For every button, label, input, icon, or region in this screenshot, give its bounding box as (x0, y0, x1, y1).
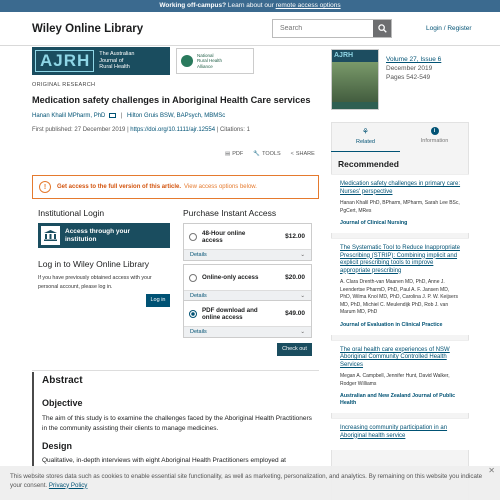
journal-name-line: Rural Health (99, 64, 130, 71)
sidebar-tabs (331, 122, 469, 152)
list-item (331, 238, 469, 335)
institution-icon (41, 226, 60, 245)
recommended-title-link[interactable]: Medication safety challenges in primary care: Nurses' perspective (340, 181, 461, 195)
volume-issue-link[interactable]: Volume 27, Issue 6 (386, 56, 442, 63)
recommended-heading: Recommended (338, 159, 399, 169)
partner-name-line: Rural Health (197, 58, 223, 64)
pdf-button[interactable]: ▤ PDF (225, 151, 244, 157)
list-item (331, 418, 469, 450)
author-link[interactable]: Hanan Khalil MPharm, PhD (32, 113, 106, 120)
option-price: $49.00 (285, 310, 305, 317)
wrench-icon: 🔧 (253, 151, 261, 157)
tools-button[interactable]: 🔧 TOOLS (253, 151, 281, 157)
option-details-toggle[interactable]: Details ⌄ (184, 249, 311, 260)
login-register-link[interactable]: Login / Register (426, 25, 472, 32)
site-header (0, 12, 500, 46)
institution-button-label: Access through your institution (65, 227, 131, 243)
banner-text: Learn about our (226, 2, 276, 9)
cover-photo (332, 62, 378, 102)
info-icon: ! (39, 181, 51, 193)
publication-meta: First published: 27 December 2019 | https://doi.org/10.1111/ajr.12554 | Citations: 1 (32, 127, 250, 133)
option-details-toggle[interactable]: Details ⌄ (184, 290, 311, 301)
search-button[interactable] (373, 20, 391, 37)
recommended-journal[interactable]: Australian and New Zealand Journal of Public Health (340, 393, 456, 406)
search-icon (378, 24, 387, 33)
author-link[interactable]: Hilton Gruis BSW, BAPsych, MBMSc (126, 113, 226, 120)
share-icon: < (290, 151, 294, 157)
site-logo[interactable]: Wiley Online Library (32, 23, 144, 35)
search-box (272, 19, 392, 38)
pdf-icon: ▤ (225, 151, 231, 157)
citations-count: Citations: 1 (219, 127, 250, 133)
view-access-options-link[interactable]: View access options below. (184, 184, 257, 190)
log-in-button[interactable]: Log in (146, 294, 170, 307)
search-input[interactable] (273, 20, 373, 37)
article-tools (225, 151, 315, 157)
close-icon[interactable]: ✕ (488, 466, 495, 475)
journal-banner[interactable] (32, 47, 170, 75)
cookie-banner (0, 466, 500, 500)
cover-title: AJRH (332, 50, 378, 62)
option-price: $20.00 (285, 274, 305, 281)
doi-link[interactable]: https://doi.org/10.1111/ajr.12554 (130, 127, 216, 133)
purchase-heading: Purchase Instant Access (183, 208, 277, 218)
partner-name-line: National (197, 52, 214, 58)
journal-name (94, 51, 134, 71)
design-text: Qualitative, in-depth interviews with eight Aboriginal Health Practitioners employed at (42, 457, 286, 464)
abstract-heading: Abstract (42, 375, 83, 386)
checkout-button[interactable]: Check out (277, 343, 312, 356)
tab-information[interactable]: i Information (420, 128, 449, 144)
related-icon: ⚘ (361, 127, 370, 136)
recommended-title-link[interactable]: The Systematic Tool to Reduce Inappropriate Prescribing (STRIP): Combining implicit and explicit prescribing tools to improve appropriate prescribing (340, 245, 460, 274)
info-icon: i (431, 127, 439, 135)
recommended-authors: Megan A. Campbell, Jennifer Hunt, David Walker, Rodger Williams (340, 373, 450, 387)
recommended-authors: A. Clara Drenth-van Maanen MD, PhD, Anne J. Leendertse PharmD, PhD, Paul A. F. Jansen MD, PhD, Wilma Knol MD, PhD, Carolina J. P. W. Keijsers MD, PhD, Michiel C. Meulendijk PhD, Rob J. van Marum MD, PhD (340, 279, 458, 315)
tab-related[interactable]: ⚘ Related (331, 122, 400, 152)
email-icon[interactable] (109, 113, 116, 118)
recommended-list (331, 171, 469, 455)
design-heading: Design (42, 441, 73, 451)
off-campus-label: Working off-campus? (159, 2, 227, 9)
objective-text: The aim of this study is to examine the challenges faced by the Aboriginal Health Practitioners in the community assisting their clients to manage medicines. (42, 415, 312, 432)
access-notice (32, 175, 319, 199)
recommended-title-link[interactable]: Increasing community participation in an Aboriginal health service (340, 425, 448, 439)
access-notice-text: Get access to the full version of this article. (57, 184, 182, 190)
chevron-down-icon: ⌄ (300, 252, 305, 258)
remote-access-link[interactable]: remote access options (275, 2, 341, 9)
recommended-title-link[interactable]: The oral health care experiences of NSW Aboriginal Community Controlled Health Services (340, 346, 450, 368)
remote-access-banner (0, 0, 500, 12)
objective-heading: Objective (42, 398, 83, 408)
chevron-down-icon: ⌄ (300, 293, 305, 299)
list-item (331, 174, 469, 233)
partner-logo[interactable] (176, 48, 254, 74)
journal-name-line: The Australian (99, 51, 135, 58)
purchase-option[interactable] (183, 300, 312, 338)
radio-button[interactable] (189, 274, 197, 282)
first-published: First published: 27 December 2019 (32, 127, 126, 133)
option-name: PDF download and online access (202, 306, 258, 321)
radio-button-selected[interactable] (189, 310, 197, 318)
chevron-down-icon: ⌄ (300, 329, 305, 335)
privacy-policy-link[interactable]: Privacy Policy (48, 481, 88, 489)
share-button[interactable]: < SHARE (290, 151, 315, 157)
author-list: Hanan Khalil MPharm, PhD | Hilton Gruis BSW, BAPsych, MBMSc (32, 113, 226, 120)
institutional-login-heading: Institutional Login (38, 208, 105, 218)
article-title: Medication safety challenges in Aboriginal Health Care services (32, 95, 311, 105)
partner-logo-mark-icon (181, 55, 193, 67)
issue-date: December 2019 (386, 65, 433, 72)
issue-info (386, 55, 441, 82)
login-description: If you have previously obtained access with your personal account, please log in. (38, 275, 152, 290)
journal-abbreviation: AJRH (35, 50, 94, 72)
list-item (331, 340, 469, 414)
purchase-option[interactable] (183, 223, 312, 261)
journal-name-line: Journal of (99, 57, 124, 64)
radio-button[interactable] (189, 233, 197, 241)
article-type: ORIGINAL RESEARCH (32, 82, 96, 88)
option-name: 48-Hour online access (202, 229, 246, 244)
issue-pages: Pages 542-549 (386, 74, 431, 81)
option-price: $12.00 (285, 233, 305, 240)
cookie-text: This website stores data such as cookies to enable essential site functionality, as well as marketing, personalization, and analytics. By remaining on this website you indicate your consent. (10, 473, 483, 489)
wiley-login-heading: Log in to Wiley Online Library (38, 259, 150, 269)
purchase-option[interactable] (183, 264, 312, 302)
institution-access-button[interactable] (38, 223, 170, 248)
option-details-toggle[interactable]: Details ⌄ (184, 326, 311, 337)
recommended-authors: Hanan Khalil PhD, BPharm, MPharm, Sarah Lee BSc, PgCert, MRes (340, 200, 460, 214)
recommended-journal[interactable]: Journal of Evaluation in Clinical Practice (340, 321, 443, 328)
partner-name-line: Alliance (197, 63, 213, 69)
option-name: Online-only access (202, 274, 259, 281)
journal-cover-image[interactable] (331, 49, 379, 110)
recommended-journal[interactable]: Journal of Clinical Nursing (340, 220, 408, 226)
